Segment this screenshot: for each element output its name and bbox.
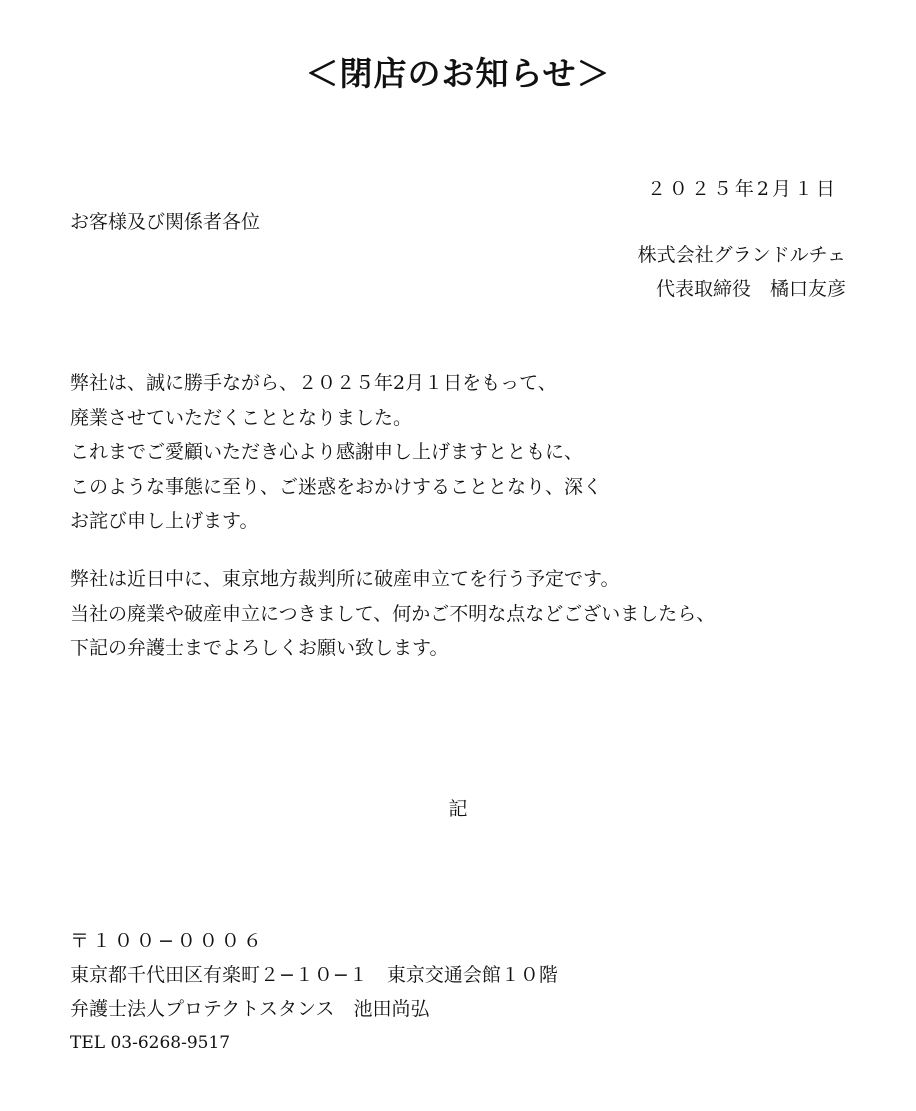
postal-code: 〒１００−０００６ [70, 930, 265, 952]
telephone: TEL 03-6268-9517 [70, 1033, 231, 1053]
contact-block [70, 924, 558, 1060]
addressee: お客様及び関係者各位 [70, 211, 261, 233]
notice-date: ２０２５年2月１日 [646, 178, 838, 200]
paragraph-line: これまでご愛顧いただき心より感謝申し上げますとともに、 [70, 441, 584, 463]
sender-block [638, 238, 846, 306]
closure-paragraph [70, 366, 602, 539]
ki-heading: 記 [448, 798, 468, 820]
bankruptcy-paragraph [70, 562, 715, 666]
address: 東京都千代田区有楽町２−１０−１ 東京交通会館１０階 [70, 964, 558, 986]
paragraph-line: このような事態に至り、ご迷惑をおかけすることとなり、深く [70, 475, 603, 498]
lawyer-name: 弁護士法人プロテクトスタンス 池田尚弘 [70, 998, 430, 1020]
paragraph-line: 弊社は近日中に、東京地方裁判所に破産申立てを行う予定です。 [70, 568, 620, 590]
paragraph-line: 廃業させていただくこととなりました。 [70, 406, 413, 429]
sender-representative: 代表取締役 橘口友彦 [655, 278, 846, 300]
sender-company: 株式会社グランドルチェ [637, 244, 846, 266]
paragraph-line: お詫び申し上げます。 [70, 510, 259, 532]
paragraph-line: 当社の廃業や破産申立につきまして、何かご不明な点などございましたら、 [70, 602, 716, 625]
notice-title: ＜閉店のお知らせ＞ [305, 54, 611, 93]
paragraph-line: 弊社は、誠に勝手ながら、２０２５年2月１日をもって、 [70, 372, 557, 394]
paragraph-line: 下記の弁護士までよろしくお願い致します。 [70, 637, 449, 659]
